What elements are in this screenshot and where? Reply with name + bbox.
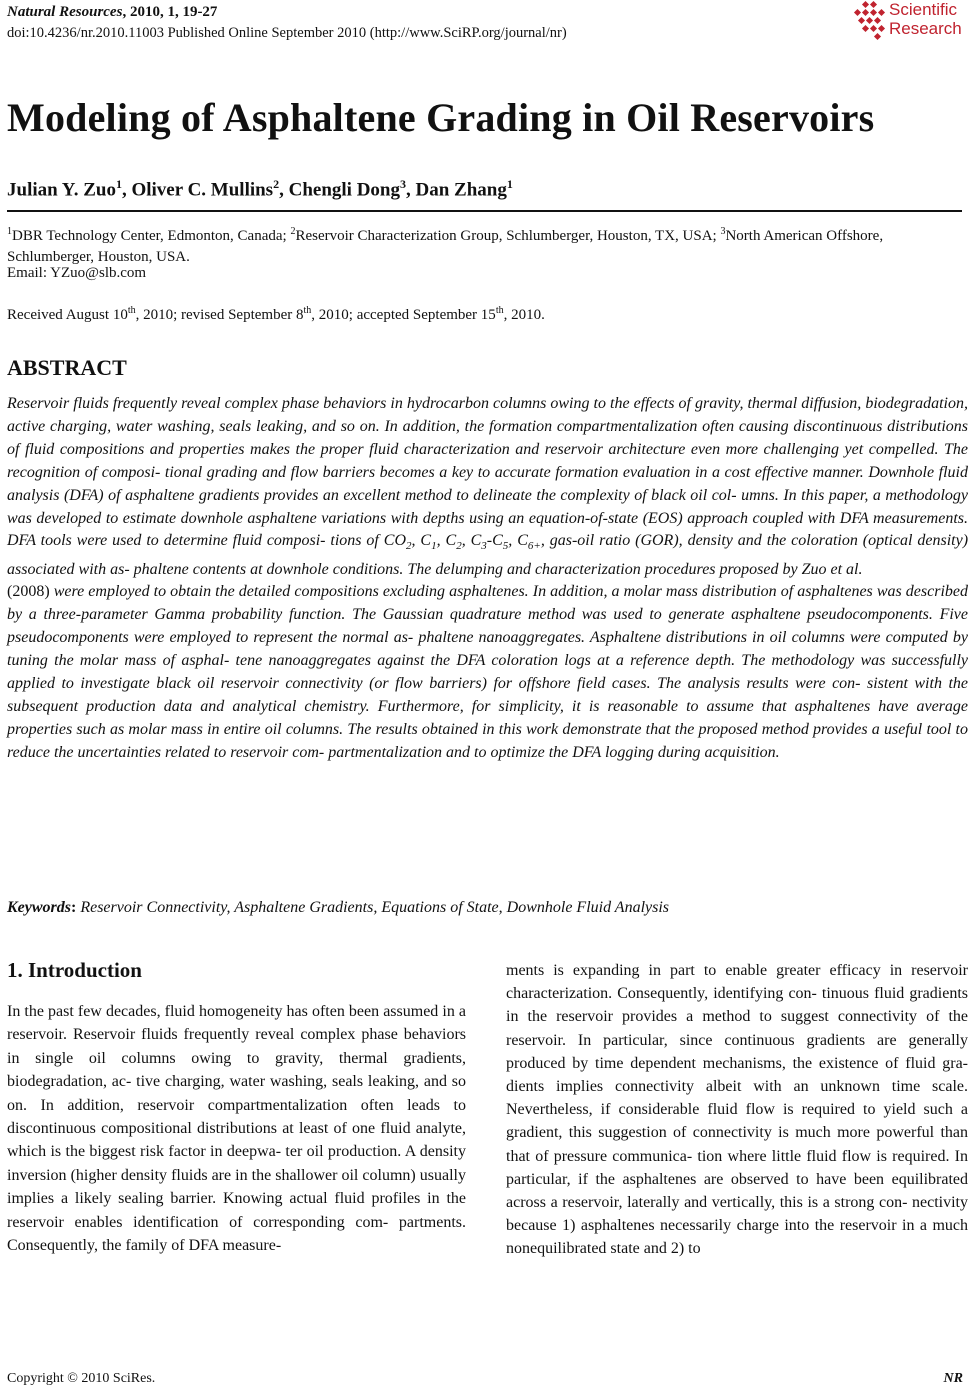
abstract-text: , C bbox=[461, 532, 482, 550]
received-end: , 2010. bbox=[503, 307, 545, 323]
revised-text: , 2010; revised September 8 bbox=[135, 307, 304, 323]
title-divider bbox=[7, 210, 962, 212]
abstract-text: were employed to obtain the detailed compositions excluding asphaltenes. In addition, a molar mass distribution of asphaltenes was described by a three-parameter Gamma probability function. The Gaussian quadrature method was used to generate asphaltene pseudocomponents. Five pseudocomponents were employed to represent the normal as- phaltene nanoaggregates. Asphaltene distributions in oil columns were computed by tuning the molar mass of asphal- tene nanoaggregates against the DFA coloration logs at a reference depth. The methodology was successfully applied to investigate black oil reservoir connectivity (or flow barriers) for offshore field cases. The analysis results were con- sistent with the subsequent production data and analytical chemistry. Furthermore, for simplicity, it is reasonable to assume that asphaltenes have average properties such as molar mass in entire oil columns. The results obtained in this work demonstrate that the proposed method provides a useful tool to reduce the uncertainties related to reservoir com- partmentalization and to optimize the DFA logging during acquisition. bbox=[7, 583, 968, 761]
subscript: 2 bbox=[456, 540, 462, 553]
author-name: Chengli Dong bbox=[288, 179, 400, 201]
abstract-body bbox=[7, 393, 968, 765]
section-heading-introduction: 1. Introduction bbox=[7, 958, 142, 982]
author-affiliation-mark: 3 bbox=[399, 177, 406, 191]
affiliation-mark: 2 bbox=[290, 226, 296, 237]
subscript: 3 bbox=[481, 540, 487, 553]
keywords-values: Reservoir Connectivity, Asphaltene Gradients, Equations of State, Downhole Fluid Analysis bbox=[80, 899, 670, 916]
footer-journal-abbr: NR bbox=[943, 1371, 963, 1386]
keywords bbox=[7, 899, 669, 917]
affiliation-text: North American Offshore, Schlumberger, Houston, USA. bbox=[7, 228, 884, 265]
affiliations bbox=[7, 221, 969, 268]
affiliation-text: DBR Technology Center, Edmonton, Canada; bbox=[12, 228, 291, 244]
journal-citation bbox=[7, 4, 217, 21]
doi-line: doi:10.4236/nr.2010.11003 Published Online September 2010 (http://www.SciRP.org/journal/nr) bbox=[7, 25, 567, 41]
abstract-heading: ABSTRACT bbox=[7, 355, 127, 380]
publisher-logo bbox=[849, 0, 969, 42]
subscript: 5 bbox=[502, 540, 509, 553]
subscript: 6+ bbox=[527, 540, 541, 553]
abstract-text: , gas-oil ratio (GOR), density and the coloration (optical density) associated with as- phaltene contents at downhole conditions. The delumping and characterization procedures proposed by Zuo et al. bbox=[7, 532, 969, 578]
abstract-text: Reservoir fluids frequently reveal complex phase behaviors in hydrocarbon columns owing to the effects of gravity, thermal diffusion, biodegradation, active charging, water washing, seals leaking, and so on. In addition, the formation compartmentalization often causing discontinuous distributions of fluid compositions and properties makes the proper fluid characterization and reservoir architecture even more challenging yet compelled. The recognition of composi- tional grading and flow barriers becomes a key to accurate formation evaluation in a cost effective manner. Downhole fluid analysis (DFA) of asphaltene gradients provides an excellent method to delineate the complexity of black oil col- umns. In this paper, a methodology was developed to estimate downhole asphaltene variations with depths using an equation-of-state (EOS) approach coupled with DFA measurements. DFA tools were used to determine fluid composi- tions of CO bbox=[7, 395, 968, 550]
ordinal-suffix: th bbox=[127, 305, 136, 316]
article-title: Modeling of Asphaltene Grading in Oil Reservoirs bbox=[7, 95, 875, 140]
ordinal-suffix: th bbox=[303, 305, 312, 316]
keywords-label: Keywords bbox=[7, 899, 71, 916]
author-name: Dan Zhang bbox=[415, 179, 507, 201]
author-name: Oliver C. Mullins bbox=[131, 179, 274, 201]
affiliation-mark: 1 bbox=[7, 226, 12, 237]
journal-name: Natural Resources bbox=[7, 4, 123, 20]
citation-year: (2008) bbox=[7, 583, 50, 601]
abstract-text: , C bbox=[411, 532, 432, 550]
received-text: Received August 10 bbox=[7, 307, 128, 323]
body-column-right: ments is expanding in part to enable greater efficacy in reservoir characterization. Consequently, identifying con- tinuous fluid gradients in the reservoir provides a method to suggest connectivity of the reservoir. In particular, since continuous gradients are generally produced by time dependent mechanisms, the existence of fluid gra- dients implies connectivity albeit with an unknown time scale. Nevertheless, if considerable fluid flow is required to yield such a gradient, this suggestion of connectivity is much more powerful than that of pressure communica- tion where little fluid flow is required. In particular, if the asphaltenes are observed to have been equilibrated across a reservoir, laterally and vertically, this is a strong con- nectivity because 1) asphaltenes necessarily charge into the reservoir in a much nonequilibrated state and 2) to bbox=[506, 962, 968, 1258]
body-column-left: In the past few decades, fluid homogeneity has often been assumed in a reservoir. Reservoir fluids frequently reveal complex phase behaviors in single oil columns owing to gravity, thermal gradients, biodegradation, ac- tive charging, water washing, seals leaking, and so on. In addition, reservoir compartmentalization often leads to discontinuous compositional distributions at least of one fluid analyte, which is the biggest risk factor in deepwa- ter oil production. A density inversion (higher density fluids are in the shallower oil column) usually implies a likely sealing barrier. Knowing actual fluid profiles in the reservoir enables identification of corresponding com- partments. Consequently, the family of DFA measure- bbox=[7, 1003, 466, 1255]
abstract-text: -C bbox=[486, 532, 503, 550]
author-name: Julian Y. Zuo bbox=[7, 179, 116, 201]
abstract-text: , C bbox=[508, 532, 528, 550]
author-affiliation-mark: 1 bbox=[506, 177, 513, 191]
author-affiliation-mark: 1 bbox=[115, 177, 122, 191]
received-dates bbox=[7, 305, 545, 324]
keywords-colon: : bbox=[71, 899, 81, 916]
author-affiliation-mark: 2 bbox=[273, 177, 280, 191]
affiliation-mark: 3 bbox=[720, 226, 726, 237]
ordinal-suffix: th bbox=[495, 305, 504, 316]
contact-email: Email: YZuo@slb.com bbox=[7, 265, 147, 281]
journal-volume-info: , 2010, 1, 19-27 bbox=[122, 4, 218, 20]
accepted-text: , 2010; accepted September 15 bbox=[311, 307, 496, 323]
logo-line-2: Research bbox=[889, 19, 962, 38]
author-list: Julian Y. Zuo$^1$, Oliver C. Mullins$^2$, Chengli Dong$^3$, Dan Zhang$^1$ bbox=[7, 177, 513, 201]
affiliation-text: Reservoir Characterization Group, Schlumberger, Houston, TX, USA; bbox=[295, 228, 721, 244]
scientific-research-logo-icon bbox=[849, 0, 889, 42]
abstract-text: , C bbox=[436, 532, 457, 550]
subscript: 1 bbox=[431, 540, 437, 553]
footer-copyright: Copyright © 2010 SciRes. bbox=[7, 1371, 156, 1386]
logo-wordmark bbox=[889, 0, 962, 38]
logo-line-1: Scientific bbox=[889, 0, 958, 19]
subscript: 2 bbox=[406, 540, 412, 553]
